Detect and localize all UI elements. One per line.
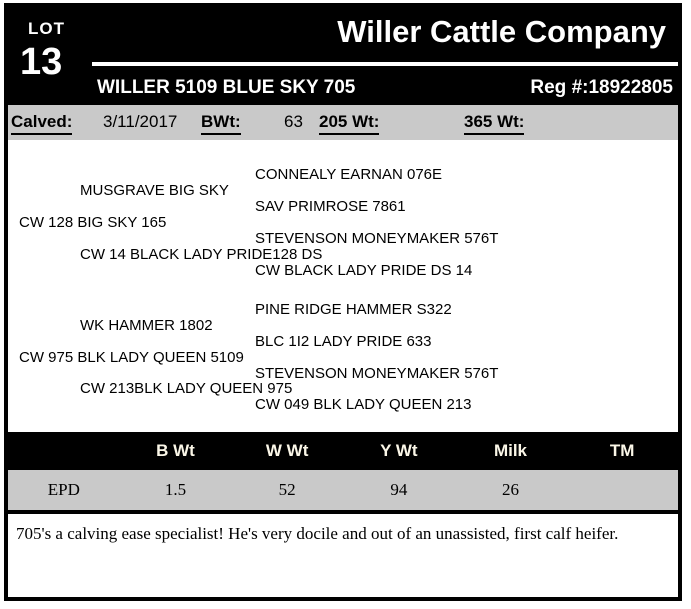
epd-value-bwt: 1.5 (164, 480, 187, 499)
lot-label: LOT (28, 19, 65, 38)
pedigree-sire-sire-dam: SAV PRIMROSE 7861 (255, 198, 406, 215)
epd-col-ywt: Y Wt (380, 441, 418, 460)
pedigree-dam-dam: CW 213BLK LADY QUEEN 975 (80, 380, 293, 397)
pedigree-dam-sire-dam: BLC 1I2 LADY PRIDE 633 (255, 333, 432, 350)
animal-name: WILLER 5109 BLUE SKY 705 (97, 77, 356, 98)
comment-box (8, 514, 678, 597)
pedigree-dam-sire: WK HAMMER 1802 (80, 317, 213, 334)
header-right (92, 7, 678, 105)
lot-number: 13 (20, 41, 63, 83)
pedigree-dam: CW 975 BLK LADY QUEEN 5109 (19, 349, 244, 366)
comment-text: 705's a calving ease specialist! He's very docile and out of an unassisted, first calf heifer. (16, 524, 619, 543)
registration-number: Reg #:18922805 (530, 77, 673, 98)
lot-card (4, 3, 682, 601)
epd-row-label: EPD (47, 480, 80, 499)
bwt-label: BWt: (201, 112, 241, 135)
epd-value-wwt: 52 (278, 480, 296, 499)
epd-value-milk: 26 (501, 480, 519, 499)
calved-value: 3/11/2017 (103, 112, 178, 131)
pedigree-dam-dam-sire: STEVENSON MONEYMAKER 576T (255, 365, 499, 382)
animal-name-row (92, 76, 678, 99)
epd-col-bwt: B Wt (156, 441, 195, 460)
pedigree-sire-sire: MUSGRAVE BIG SKY (80, 182, 229, 199)
wt365-label: 365 Wt: (464, 112, 524, 135)
pedigree-dam-dam-dam: CW 049 BLK LADY QUEEN 213 (255, 396, 472, 413)
epd-table-header (8, 432, 678, 470)
page (0, 3, 691, 609)
pedigree-sire-dam-sire: STEVENSON MONEYMAKER 576T (255, 230, 499, 247)
pedigree-sire-dam: CW 14 BLACK LADY PRIDE128 DS (80, 246, 323, 263)
pedigree-dam-sire-sire: PINE RIDGE HAMMER S322 (255, 301, 452, 318)
epd-col-milk: Milk (493, 441, 528, 460)
calved-label: Calved: (11, 112, 72, 135)
pedigree-sire-dam-dam: CW BLACK LADY PRIDE DS 14 (255, 262, 473, 279)
company-title: Willer Cattle Company (337, 14, 666, 49)
epd-col-tm: TM (609, 441, 635, 460)
epd-col-wwt: W Wt (265, 441, 309, 460)
pedigree-panel (8, 140, 678, 432)
pedigree-sire-sire-sire: CONNEALY EARNAN 076E (255, 166, 443, 183)
title-divider-rule (92, 62, 678, 66)
header-band (8, 7, 678, 105)
wt205-label: 205 Wt: (319, 112, 379, 135)
pedigree-sire: CW 128 BIG SKY 165 (19, 214, 167, 231)
lot-block (8, 7, 92, 105)
epd-value-ywt: 94 (390, 480, 408, 499)
bwt-value: 63 (284, 112, 303, 131)
birth-info-bar (8, 105, 678, 140)
epd-table-row (8, 470, 678, 510)
